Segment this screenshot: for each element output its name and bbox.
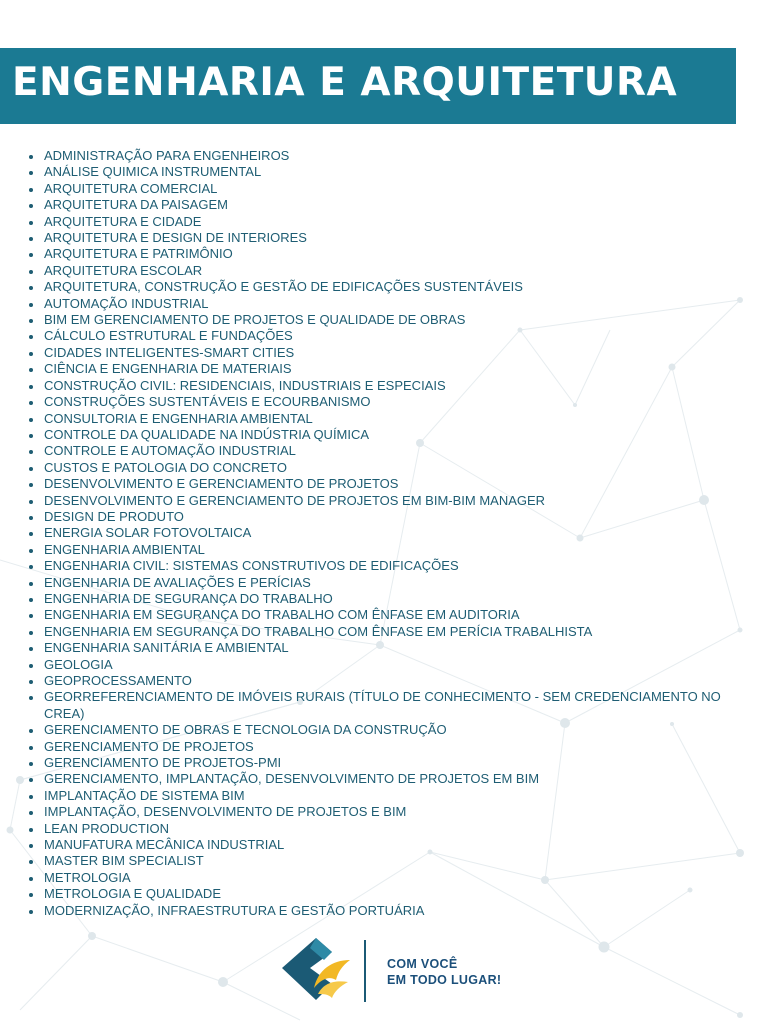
list-item — [28, 164, 728, 180]
bullet-icon — [29, 188, 33, 192]
list-item — [28, 296, 728, 312]
bullet-icon — [29, 450, 33, 454]
footer-divider — [364, 940, 366, 1002]
list-item-label: ARQUITETURA E DESIGN DE INTERIORES — [44, 230, 307, 246]
list-item-label: IMPLANTAÇÃO, DESENVOLVIMENTO DE PROJETOS E BIM — [44, 804, 407, 820]
bullet-icon — [29, 467, 33, 471]
bullet-icon — [29, 778, 33, 782]
bullet-icon — [29, 729, 33, 733]
list-item-label: ADMINISTRAÇÃO PARA ENGENHEIROS — [44, 148, 290, 163]
bullet-icon — [29, 237, 33, 241]
bullet-icon — [29, 335, 33, 339]
list-item — [28, 821, 728, 837]
list-item-label: ARQUITETURA E PATRIMÔNIO — [44, 246, 233, 262]
bullet-icon — [29, 401, 33, 405]
list-item-label: ARQUITETURA, CONSTRUÇÃO E GESTÃO DE EDIFICAÇÕES SUSTENTÁVEIS — [44, 279, 523, 295]
bullet-icon — [29, 631, 33, 635]
list-item — [28, 788, 728, 804]
list-item-label: DESIGN DE PRODUTO — [44, 508, 184, 524]
bullet-icon — [29, 171, 33, 175]
course-list — [28, 148, 728, 919]
bullet-icon — [29, 746, 33, 750]
list-item-label: MANUFATURA MECÂNICA INDUSTRIAL — [44, 837, 285, 853]
bullet-icon — [29, 762, 33, 766]
list-item — [28, 328, 728, 344]
header-band — [0, 48, 736, 124]
list-item — [28, 411, 728, 427]
list-item — [28, 263, 728, 279]
list-item-label: CONTROLE DA QUALIDADE NA INDÚSTRIA QUÍMICA — [44, 426, 370, 442]
list-item-label: CIÊNCIA E ENGENHARIA DE MATERIAIS — [44, 361, 292, 377]
list-item-label: GEOLOGIA — [44, 656, 113, 672]
list-item — [28, 361, 728, 377]
bullet-icon — [29, 910, 33, 914]
bullet-icon — [29, 385, 33, 389]
brand-slogan — [387, 956, 501, 988]
list-item-label: AUTOMAÇÃO INDUSTRIAL — [44, 295, 209, 311]
list-item — [28, 771, 728, 787]
bullet-icon — [29, 696, 33, 700]
bullet-icon — [29, 680, 33, 684]
list-item — [28, 493, 728, 509]
list-item-label: CONSTRUÇÕES SUSTENTÁVEIS E ECOURBANISMO — [44, 394, 371, 410]
list-item — [28, 607, 728, 623]
list-item-label: ARQUITETURA DA PAISAGEM — [44, 197, 228, 213]
list-item-label: METROLOGIA E QUALIDADE — [44, 886, 221, 902]
list-item — [28, 673, 728, 689]
list-item — [28, 378, 728, 394]
list-item — [28, 870, 728, 886]
bullet-icon — [29, 795, 33, 799]
bullet-icon — [29, 434, 33, 438]
list-item-label: CÁLCULO ESTRUTURAL E FUNDAÇÕES — [44, 328, 293, 344]
slogan-line-2: EM TODO LUGAR! — [387, 973, 502, 987]
list-item — [28, 230, 728, 246]
list-item-label: ENGENHARIA EM SEGURANÇA DO TRABALHO COM ÊNFASE EM AUDITORIA — [44, 607, 520, 623]
list-item — [28, 148, 728, 164]
list-item-label: CONSTRUÇÃO CIVIL: RESIDENCIAIS, INDUSTRIAIS E ESPECIAIS — [44, 377, 446, 393]
list-item — [28, 853, 728, 869]
list-item — [28, 640, 728, 656]
list-item-label: GEORREFERENCIAMENTO DE IMÓVEIS RURAIS (TÍTULO DE CONHECIMENTO - SEM CREDENCIAMENTO NO CREA) — [44, 689, 721, 721]
list-item-label: DESENVOLVIMENTO E GERENCIAMENTO DE PROJETOS — [44, 476, 399, 492]
list-item — [28, 575, 728, 591]
list-item-label: GERENCIAMENTO DE OBRAS E TECNOLOGIA DA CONSTRUÇÃO — [44, 722, 447, 738]
bullet-icon — [29, 253, 33, 257]
bullet-icon — [29, 598, 33, 602]
bullet-icon — [29, 500, 33, 504]
bullet-icon — [29, 286, 33, 290]
list-item — [28, 624, 728, 640]
list-item — [28, 837, 728, 853]
bullet-icon — [29, 418, 33, 422]
list-item-label: GERENCIAMENTO DE PROJETOS-PMI — [44, 755, 282, 771]
logo-mark-icon — [280, 936, 354, 1002]
list-item — [28, 427, 728, 443]
bullet-icon — [29, 844, 33, 848]
list-item — [28, 476, 728, 492]
list-item-label: ARQUITETURA COMERCIAL — [44, 180, 218, 196]
list-item-label: BIM EM GERENCIAMENTO DE PROJETOS E QUALIDADE DE OBRAS — [44, 312, 466, 328]
bullet-icon — [29, 877, 33, 881]
list-item-label: ENGENHARIA CIVIL: SISTEMAS CONSTRUTIVOS DE EDIFICAÇÕES — [44, 558, 459, 574]
list-item-label: MODERNIZAÇÃO, INFRAESTRUTURA E GESTÃO PORTUÁRIA — [44, 902, 425, 918]
list-item — [28, 755, 728, 771]
bullet-icon — [29, 319, 33, 323]
bullet-icon — [29, 303, 33, 307]
list-item — [28, 542, 728, 558]
page-title: ENGENHARIA E ARQUITETURA — [12, 60, 678, 105]
bullet-icon — [29, 565, 33, 569]
bullet-icon — [29, 155, 33, 159]
list-item-label: ANÁLISE QUIMICA INSTRUMENTAL — [44, 164, 262, 180]
list-item-label: CONSULTORIA E ENGENHARIA AMBIENTAL — [44, 410, 313, 426]
list-item — [28, 657, 728, 673]
list-item — [28, 312, 728, 328]
list-item — [28, 345, 728, 361]
bullet-icon — [29, 614, 33, 618]
list-item — [28, 394, 728, 410]
bullet-icon — [29, 516, 33, 520]
list-item — [28, 443, 728, 459]
list-item-label: ENERGIA SOLAR FOTOVOLTAICA — [44, 525, 252, 541]
list-item — [28, 558, 728, 574]
list-item-label: CONTROLE E AUTOMAÇÃO INDUSTRIAL — [44, 443, 296, 459]
list-item-label: ENGENHARIA EM SEGURANÇA DO TRABALHO COM ÊNFASE EM PERÍCIA TRABALHISTA — [44, 623, 593, 639]
bullet-icon — [29, 549, 33, 553]
list-item-label: IMPLANTAÇÃO DE SISTEMA BIM — [44, 787, 245, 803]
list-item-label: GERENCIAMENTO DE PROJETOS — [44, 738, 254, 754]
bullet-icon — [29, 893, 33, 897]
slogan-line-1: COM VOCÊ — [387, 957, 458, 971]
list-item-label: ENGENHARIA AMBIENTAL — [44, 541, 205, 557]
list-item-label: LEAN PRODUCTION — [44, 820, 169, 836]
list-item — [28, 214, 728, 230]
list-item — [28, 722, 728, 738]
list-item-label: ENGENHARIA DE AVALIAÇÕES E PERÍCIAS — [44, 574, 311, 590]
list-item — [28, 903, 728, 919]
list-item-label: ARQUITETURA ESCOLAR — [44, 262, 203, 278]
bullet-icon — [29, 483, 33, 487]
bullet-icon — [29, 532, 33, 536]
list-item — [28, 279, 728, 295]
bullet-icon — [29, 204, 33, 208]
list-item-label: ARQUITETURA E CIDADE — [44, 213, 202, 229]
bullet-icon — [29, 221, 33, 225]
list-item-label: METROLOGIA — [44, 869, 131, 885]
bullet-icon — [29, 664, 33, 668]
list-item-label: GERENCIAMENTO, IMPLANTAÇÃO, DESENVOLVIMENTO DE PROJETOS EM BIM — [44, 771, 540, 787]
list-item-label: CIDADES INTELIGENTES-SMART CITIES — [44, 344, 295, 360]
bullet-icon — [29, 582, 33, 586]
list-item — [28, 804, 728, 820]
list-item-label: DESENVOLVIMENTO E GERENCIAMENTO DE PROJETOS EM BIM-BIM MANAGER — [44, 492, 546, 508]
list-item — [28, 197, 728, 213]
list-item-label: CUSTOS E PATOLOGIA DO CONCRETO — [44, 459, 287, 475]
list-item — [28, 591, 728, 607]
list-item — [28, 525, 728, 541]
bullet-icon — [29, 270, 33, 274]
bullet-icon — [29, 368, 33, 372]
bullet-icon — [29, 352, 33, 356]
bullet-icon — [29, 828, 33, 832]
bullet-icon — [29, 647, 33, 651]
list-item — [28, 181, 728, 197]
list-item — [28, 886, 728, 902]
list-item-label: MASTER BIM SPECIALIST — [44, 853, 204, 869]
bullet-icon — [29, 860, 33, 864]
list-item — [28, 509, 728, 525]
list-item — [28, 739, 728, 755]
list-item — [28, 246, 728, 262]
brand-logo — [280, 936, 354, 1007]
list-item — [28, 460, 728, 476]
bullet-icon — [29, 811, 33, 815]
list-item-label: GEOPROCESSAMENTO — [44, 673, 192, 688]
list-item — [28, 689, 728, 722]
list-item-label: ENGENHARIA SANITÁRIA E AMBIENTAL — [44, 640, 289, 656]
list-item-label: ENGENHARIA DE SEGURANÇA DO TRABALHO — [44, 590, 333, 606]
